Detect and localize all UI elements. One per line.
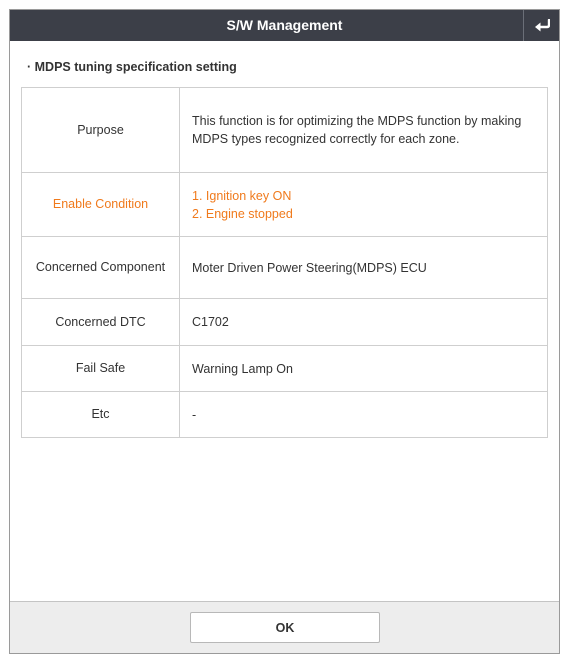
- value-line: This function is for optimizing the MDPS function by making MDPS types recognized correctly for each zone.: [192, 114, 522, 146]
- ok-button[interactable]: OK: [190, 612, 380, 643]
- table-row-purpose: [22, 88, 548, 173]
- back-button[interactable]: [524, 10, 559, 41]
- row-label: Fail Safe: [22, 346, 180, 392]
- table-row-etc: [22, 392, 548, 438]
- table-row-concerned-dtc: [22, 299, 548, 346]
- value-line: 1. Ignition key ON: [192, 188, 292, 203]
- spec-table: [21, 87, 548, 438]
- value-line: -: [192, 407, 197, 422]
- row-value: [180, 299, 548, 346]
- value-line: 2. Engine stopped: [192, 206, 293, 221]
- row-value: [180, 346, 548, 392]
- row-value: [180, 88, 548, 173]
- row-label: Etc: [22, 392, 180, 438]
- dialog-footer: [10, 601, 559, 653]
- row-label: Enable Condition: [22, 173, 180, 237]
- row-value: [180, 392, 548, 438]
- row-value: [180, 173, 548, 237]
- value-line: Warning Lamp On: [192, 361, 293, 376]
- table-row-enable-condition: [22, 173, 548, 237]
- row-label: Purpose: [22, 88, 180, 173]
- row-value: [180, 237, 548, 299]
- table-row-concerned-component: [22, 237, 548, 299]
- value-line: Moter Driven Power Steering(MDPS) ECU: [192, 260, 427, 275]
- sw-management-window: [9, 9, 560, 654]
- section-heading: · MDPS tuning specification setting: [27, 60, 237, 74]
- row-label: Concerned Component: [22, 237, 180, 299]
- title-bar: [10, 10, 559, 41]
- table-row-fail-safe: [22, 346, 548, 392]
- return-arrow-icon: [534, 19, 550, 33]
- window-title: S/W Management: [226, 17, 343, 33]
- row-label: Concerned DTC: [22, 299, 180, 346]
- value-line: C1702: [192, 315, 229, 329]
